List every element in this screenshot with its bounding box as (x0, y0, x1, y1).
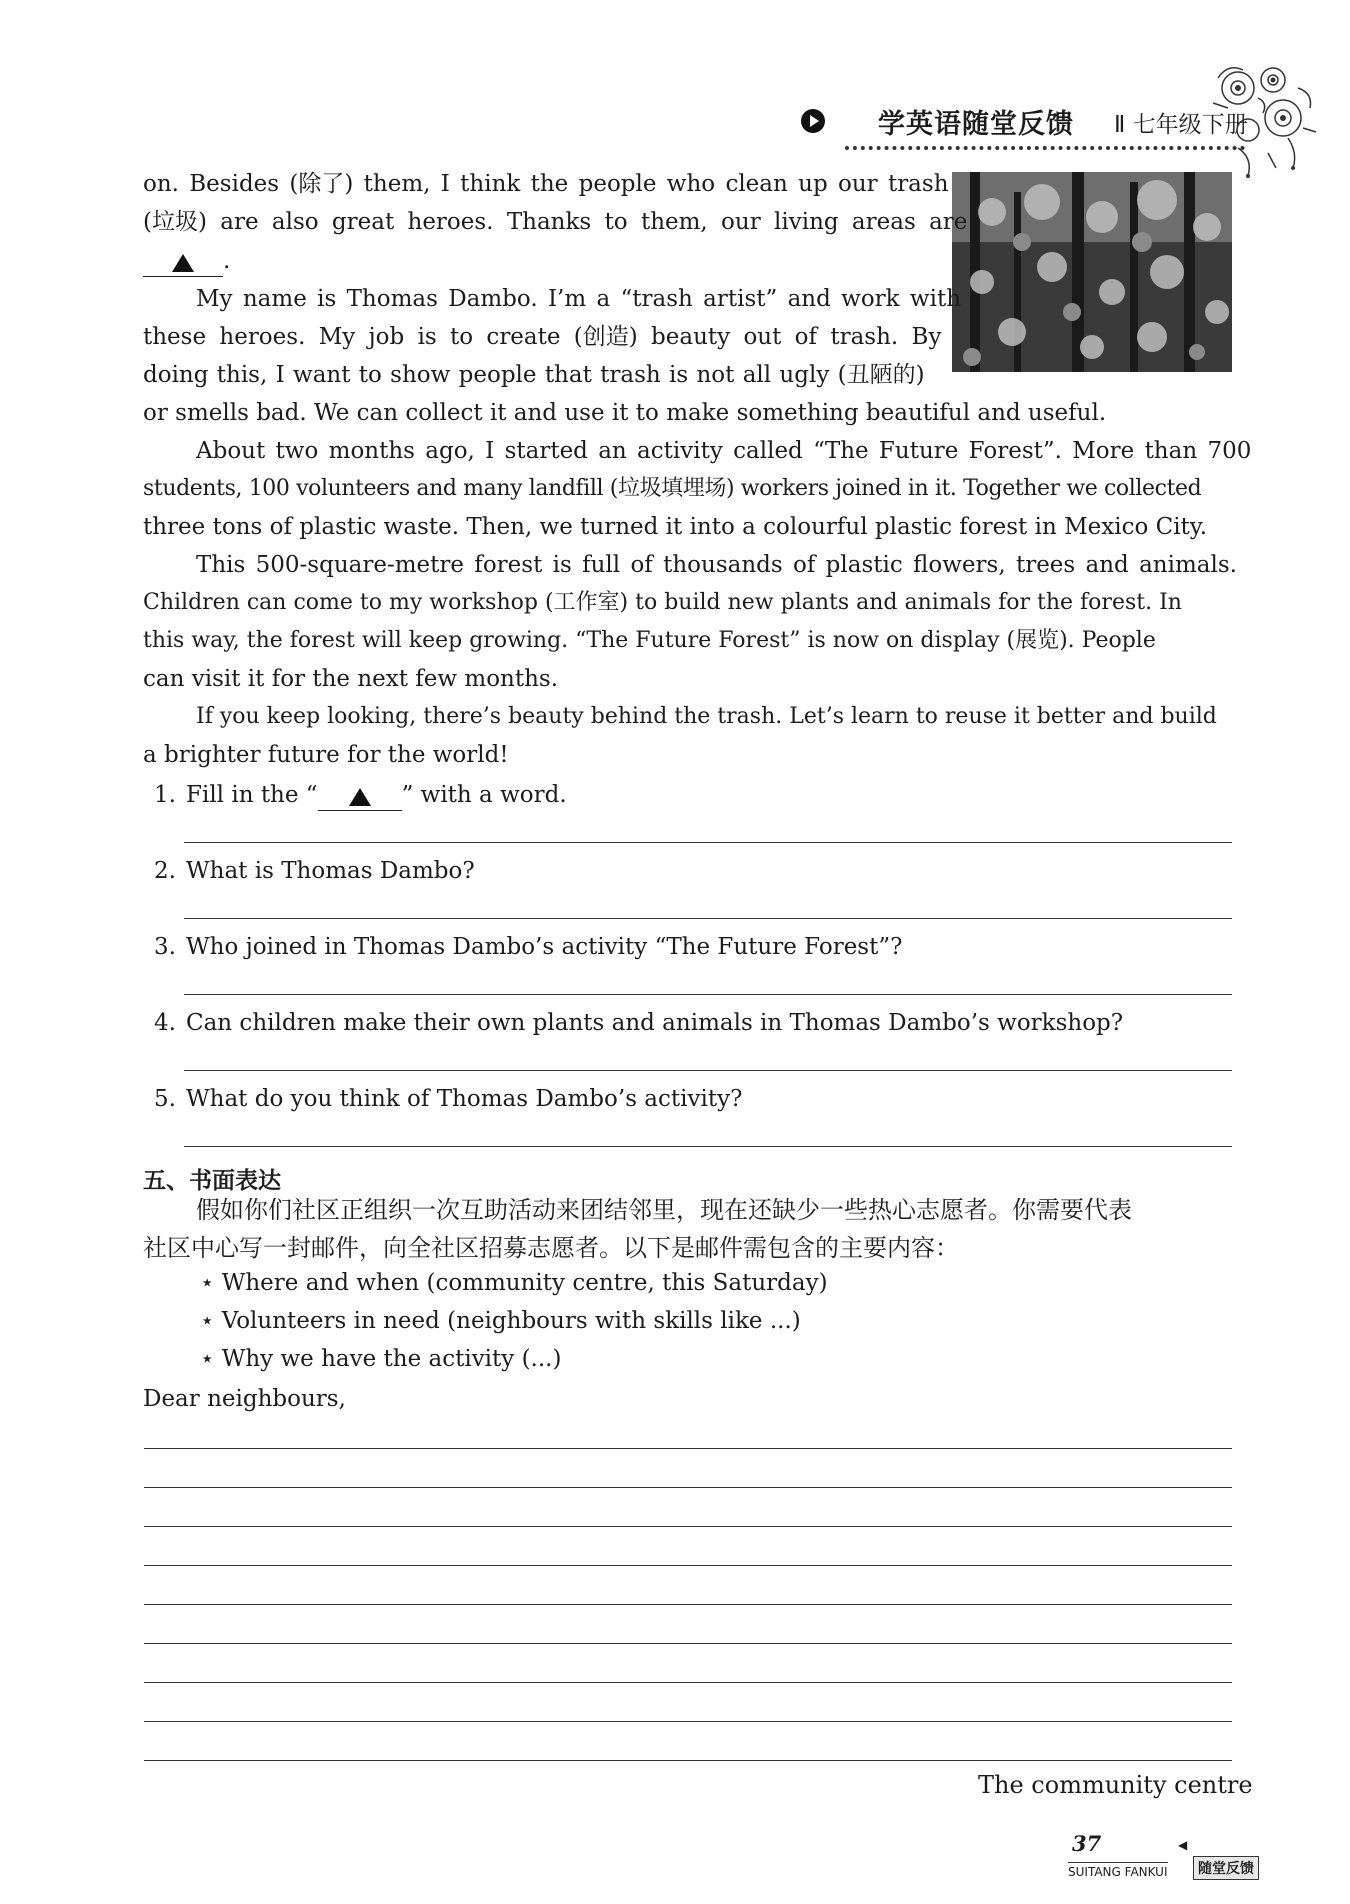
question-4: 4. Can children make their own plants and animals in Thomas Dambo’s workshop? (154, 1010, 1124, 1036)
passage-line: If you keep looking, there’s beauty behind the trash. Let’s learn to reuse it better and build (196, 704, 1217, 729)
writing-line[interactable] (144, 1487, 1232, 1488)
header-divider (845, 146, 1245, 150)
play-circle-icon (800, 108, 826, 134)
triangle-icon (349, 788, 371, 806)
writing-line[interactable] (144, 1760, 1232, 1761)
passage-line: three tons of plastic waste. Then, we turned it into a colourful plastic forest in Mexico City. (143, 514, 1208, 540)
footer-brand: SUITANG FANKUI (1068, 1862, 1168, 1879)
question-2: 2. What is Thomas Dambo? (154, 858, 475, 884)
passage-line: doing this, I want to show people that trash is not all ugly (丑陋的) (143, 362, 925, 388)
passage-line: Children can come to my workshop (工作室) to build new plants and animals for the forest. In (143, 590, 1182, 615)
page-header (800, 100, 1250, 152)
writing-line[interactable] (144, 1604, 1232, 1605)
passage-line: this way, the forest will keep growing. “The Future Forest” is now on display (展览). People (143, 628, 1156, 653)
passage-line: can visit it for the next few months. (143, 666, 559, 692)
answer-blank-marker: . (143, 242, 230, 280)
section-title: 五、书面表达 (143, 1168, 281, 1194)
arrow-left-icon: ◀ (1178, 1838, 1188, 1852)
passage-line: a brighter future for the world! (143, 742, 509, 768)
book-edition: Ⅱ 七年级下册 (1114, 112, 1248, 138)
writing-line[interactable] (144, 1643, 1232, 1644)
book-title: 学英语随堂反馈 (878, 109, 1074, 140)
question-1: 1. Fill in the “ ” with a word. (154, 777, 567, 813)
writing-prompt: 假如你们社区正组织一次互助活动来团结邻里，现在还缺少一些热心志愿者。你需要代表 (196, 1196, 1132, 1224)
answer-line-3[interactable] (184, 994, 1232, 995)
footer-brand-cn: 随堂反馈 (1193, 1856, 1259, 1880)
passage-line: students, 100 volunteers and many landfill (垃圾填埋场) workers joined in it. Together we collected (143, 476, 1202, 501)
passage-line: on. Besides (除了) them, I think the people who clean up our trash (143, 171, 949, 197)
writing-line[interactable] (144, 1448, 1232, 1449)
writing-line[interactable] (144, 1526, 1232, 1527)
writing-line[interactable] (144, 1682, 1232, 1683)
letter-greeting: Dear neighbours, (143, 1386, 346, 1412)
writing-prompt: 社区中心写一封邮件，向全社区招募志愿者。以下是邮件需包含的主要内容： (143, 1234, 959, 1262)
passage-line: My name is Thomas Dambo. I’m a “trash artist” and work with (196, 286, 962, 312)
requirement-item: ⋆ Volunteers in need (neighbours with skills like ...) (200, 1308, 801, 1334)
triangle-icon (172, 254, 194, 272)
requirement-item: ⋆ Why we have the activity (...) (200, 1346, 562, 1372)
writing-line[interactable] (144, 1721, 1232, 1722)
answer-line-2[interactable] (184, 918, 1232, 919)
page-number: 37 (1072, 1831, 1102, 1856)
question-3: 3. Who joined in Thomas Dambo’s activity “The Future Forest”? (154, 934, 903, 960)
answer-line-1[interactable] (184, 842, 1232, 843)
passage-line: or smells bad. We can collect it and use it to make something beautiful and useful. (143, 400, 1107, 426)
question-5: 5. What do you think of Thomas Dambo’s activity? (154, 1086, 743, 1112)
answer-line-4[interactable] (184, 1070, 1232, 1071)
passage-line: This 500-square-metre forest is full of thousands of plastic flowers, trees and animals. (196, 552, 1237, 578)
passage-line: these heroes. My job is to create (创造) beauty out of trash. By (143, 324, 942, 350)
plastic-forest-photo (952, 172, 1232, 372)
writing-line[interactable] (144, 1565, 1232, 1566)
answer-line-5[interactable] (184, 1146, 1232, 1147)
floral-ornament-icon (1198, 58, 1318, 188)
letter-signoff: The community centre (978, 1771, 1253, 1799)
requirement-item: ⋆ Where and when (community centre, this Saturday) (200, 1270, 828, 1296)
passage-line: (垃圾) are also great heroes. Thanks to them, our living areas are (143, 209, 968, 235)
passage-line: About two months ago, I started an activity called “The Future Forest”. More than 700 (196, 438, 1252, 464)
